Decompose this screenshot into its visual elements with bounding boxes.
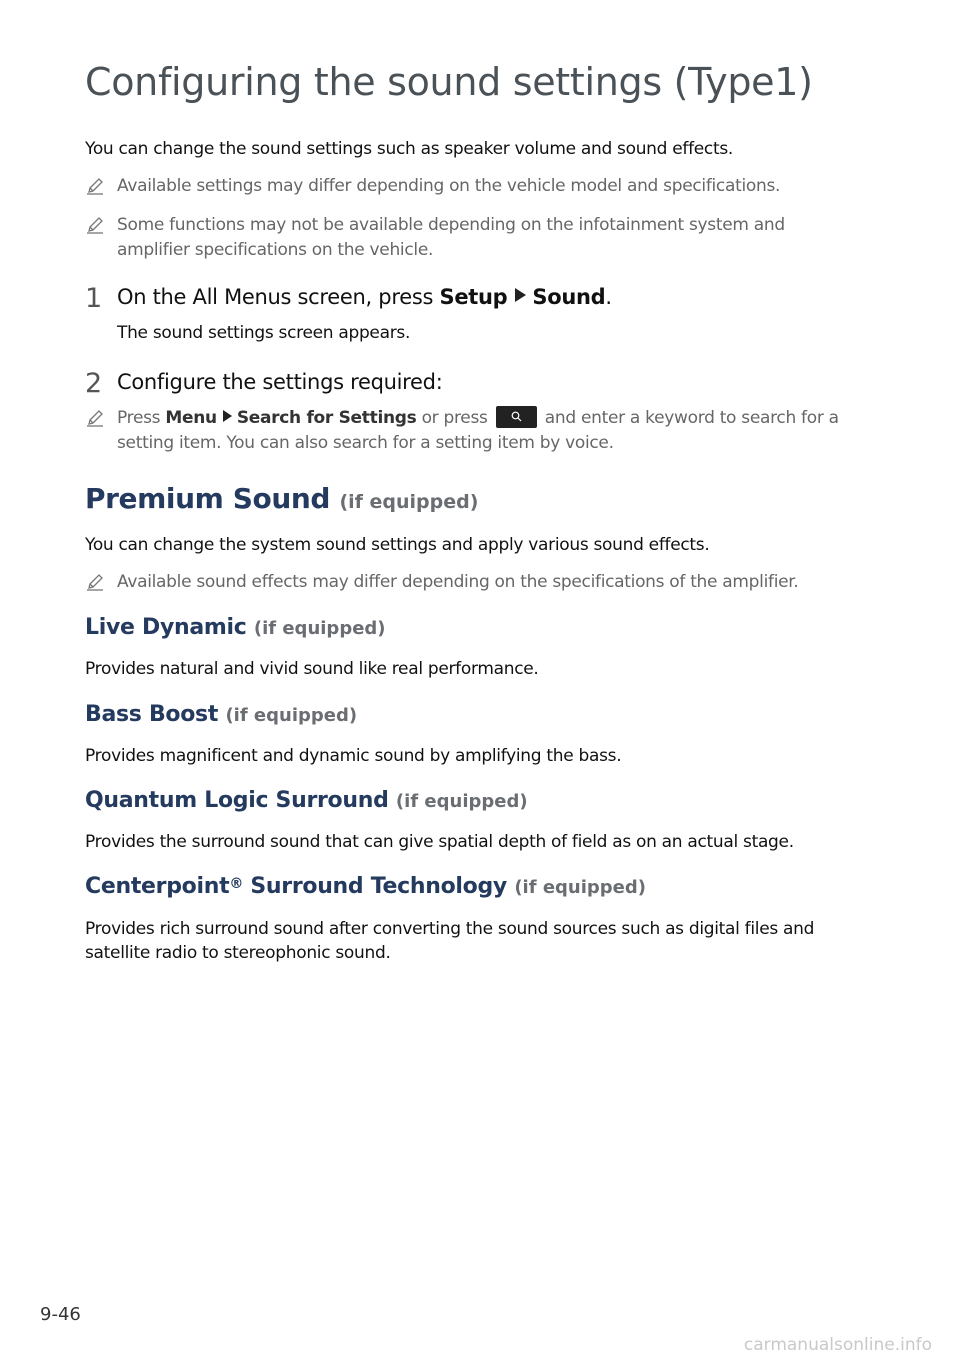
feature-desc: Provides natural and vivid sound like real performance. [85,659,539,679]
feature-heading-bass-boost: Bass Boost (if equipped) [85,702,358,727]
page-title: Configuring the sound settings (Type1) [85,60,813,104]
feature-heading-quantum-logic: Quantum Logic Surround (if equipped) [85,788,528,813]
page-number: 9-46 [40,1304,81,1325]
note-amplifier [85,570,855,595]
search-settings-label: Search for Settings [236,408,417,428]
step-1-result: The sound settings screen appears. [117,323,411,343]
menu-path-setup: Setup [439,285,508,309]
menu-label: Menu [165,408,217,428]
pencil-note-icon [85,572,105,592]
pencil-note-icon [85,176,105,196]
feature-heading-live-dynamic: Live Dynamic (if equipped) [85,615,386,640]
note-text: Press Menu Search for Settings or press and enter a keyword to search for a setting item. You can also search for a setting item by voice. [117,408,839,453]
note-functions [85,213,855,263]
arrow-right-icon [223,410,232,422]
step-number: 1 [85,283,103,314]
feature-desc: Provides the surround sound that can give spatial depth of field as on an actual stage. [85,832,794,852]
arrow-right-icon [515,288,526,302]
optional-tag: (if equipped) [225,705,358,726]
premium-desc: You can change the system sound settings and apply various sound effects. [85,535,710,555]
note-text: Some functions may not be available depending on the infotainment system and amplifier specifications on the vehicle. [117,215,785,260]
feature-desc: Provides rich surround sound after converting the sound sources such as digital files and satellite radio to stereophonic sound. [85,919,815,963]
step-text: On the All Menus screen, press Setup Sound. [117,285,612,309]
step-text: Configure the settings required: [117,370,443,394]
feature-heading-centerpoint: Centerpoint® Surround Technology (if equipped) [85,874,646,899]
optional-tag: (if equipped) [339,491,479,513]
feature-desc: Provides magnificent and dynamic sound by amplifying the bass. [85,746,622,766]
note-text: Available sound effects may differ depending on the specifications of the amplifier. [117,572,799,592]
optional-tag: (if equipped) [514,877,646,898]
step-number: 2 [85,368,103,399]
watermark: carmanualsonline.info [743,1335,932,1355]
pencil-note-icon [85,215,105,235]
note-search [85,406,855,456]
intro-text: You can change the sound settings such as speaker volume and sound effects. [85,139,733,159]
search-icon [511,411,522,422]
menu-path-sound: Sound [532,285,606,309]
section-heading-premium-sound: Premium Sound (if equipped) [85,482,479,515]
note-availability [85,174,855,199]
search-button[interactable] [496,406,537,428]
pencil-note-icon [85,408,105,428]
step-1 [85,283,865,314]
optional-tag: (if equipped) [395,791,528,812]
step-2 [85,368,865,399]
optional-tag: (if equipped) [253,618,386,639]
note-text: Available settings may differ depending on the vehicle model and specifications. [117,176,781,196]
